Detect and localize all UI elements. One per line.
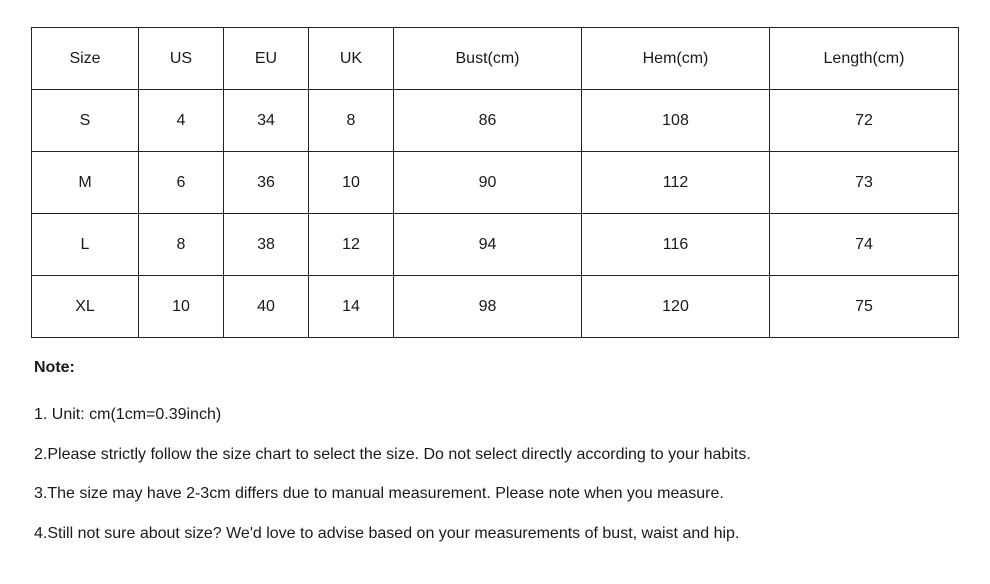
cell-us: 8 <box>139 214 224 276</box>
cell-bust: 98 <box>394 276 582 338</box>
cell-us: 10 <box>139 276 224 338</box>
cell-bust: 94 <box>394 214 582 276</box>
note-unit: 1. Unit: cm(1cm=0.39inch) <box>34 406 222 423</box>
note-measurement-difference: 3.The size may have 2-3cm differs due to manual measurement. Please note when you measure. <box>34 485 724 503</box>
header-cell-uk: UK <box>309 28 394 90</box>
cell-uk: 14 <box>309 276 394 338</box>
cell-us: 4 <box>139 90 224 152</box>
header-cell-size: Size <box>32 28 139 90</box>
cell-eu: 34 <box>224 90 309 152</box>
cell-us: 6 <box>139 152 224 214</box>
cell-bust: 86 <box>394 90 582 152</box>
cell-length: 72 <box>770 90 959 152</box>
cell-hem: 116 <box>582 214 770 276</box>
note-size-advice: 4.Still not sure about size? We'd love to advise based on your measurements of bust, waist and hip. <box>34 525 740 543</box>
header-cell-eu: EU <box>224 28 309 90</box>
cell-length: 74 <box>770 214 959 276</box>
table-row <box>32 214 959 276</box>
notes-title: Note: <box>34 359 75 376</box>
cell-hem: 108 <box>582 90 770 152</box>
cell-uk: 10 <box>309 152 394 214</box>
table-header-row <box>32 28 959 90</box>
table-row <box>32 152 959 214</box>
header-cell-bust: Bust(cm) <box>394 28 582 90</box>
header-cell-hem: Hem(cm) <box>582 28 770 90</box>
header-cell-us: US <box>139 28 224 90</box>
cell-length: 75 <box>770 276 959 338</box>
cell-uk: 8 <box>309 90 394 152</box>
notes-section <box>34 358 974 564</box>
cell-eu: 40 <box>224 276 309 338</box>
cell-bust: 90 <box>394 152 582 214</box>
cell-size: M <box>32 152 139 214</box>
cell-hem: 112 <box>582 152 770 214</box>
table-row <box>32 276 959 338</box>
cell-length: 73 <box>770 152 959 214</box>
cell-size: XL <box>32 276 139 338</box>
cell-size: S <box>32 90 139 152</box>
size-chart-table <box>31 27 959 338</box>
cell-eu: 36 <box>224 152 309 214</box>
header-cell-length: Length(cm) <box>770 28 959 90</box>
note-follow-chart: 2.Please strictly follow the size chart to select the size. Do not select directly according to your habits. <box>34 445 751 463</box>
cell-size: L <box>32 214 139 276</box>
cell-uk: 12 <box>309 214 394 276</box>
cell-hem: 120 <box>582 276 770 338</box>
cell-eu: 38 <box>224 214 309 276</box>
table-row <box>32 90 959 152</box>
